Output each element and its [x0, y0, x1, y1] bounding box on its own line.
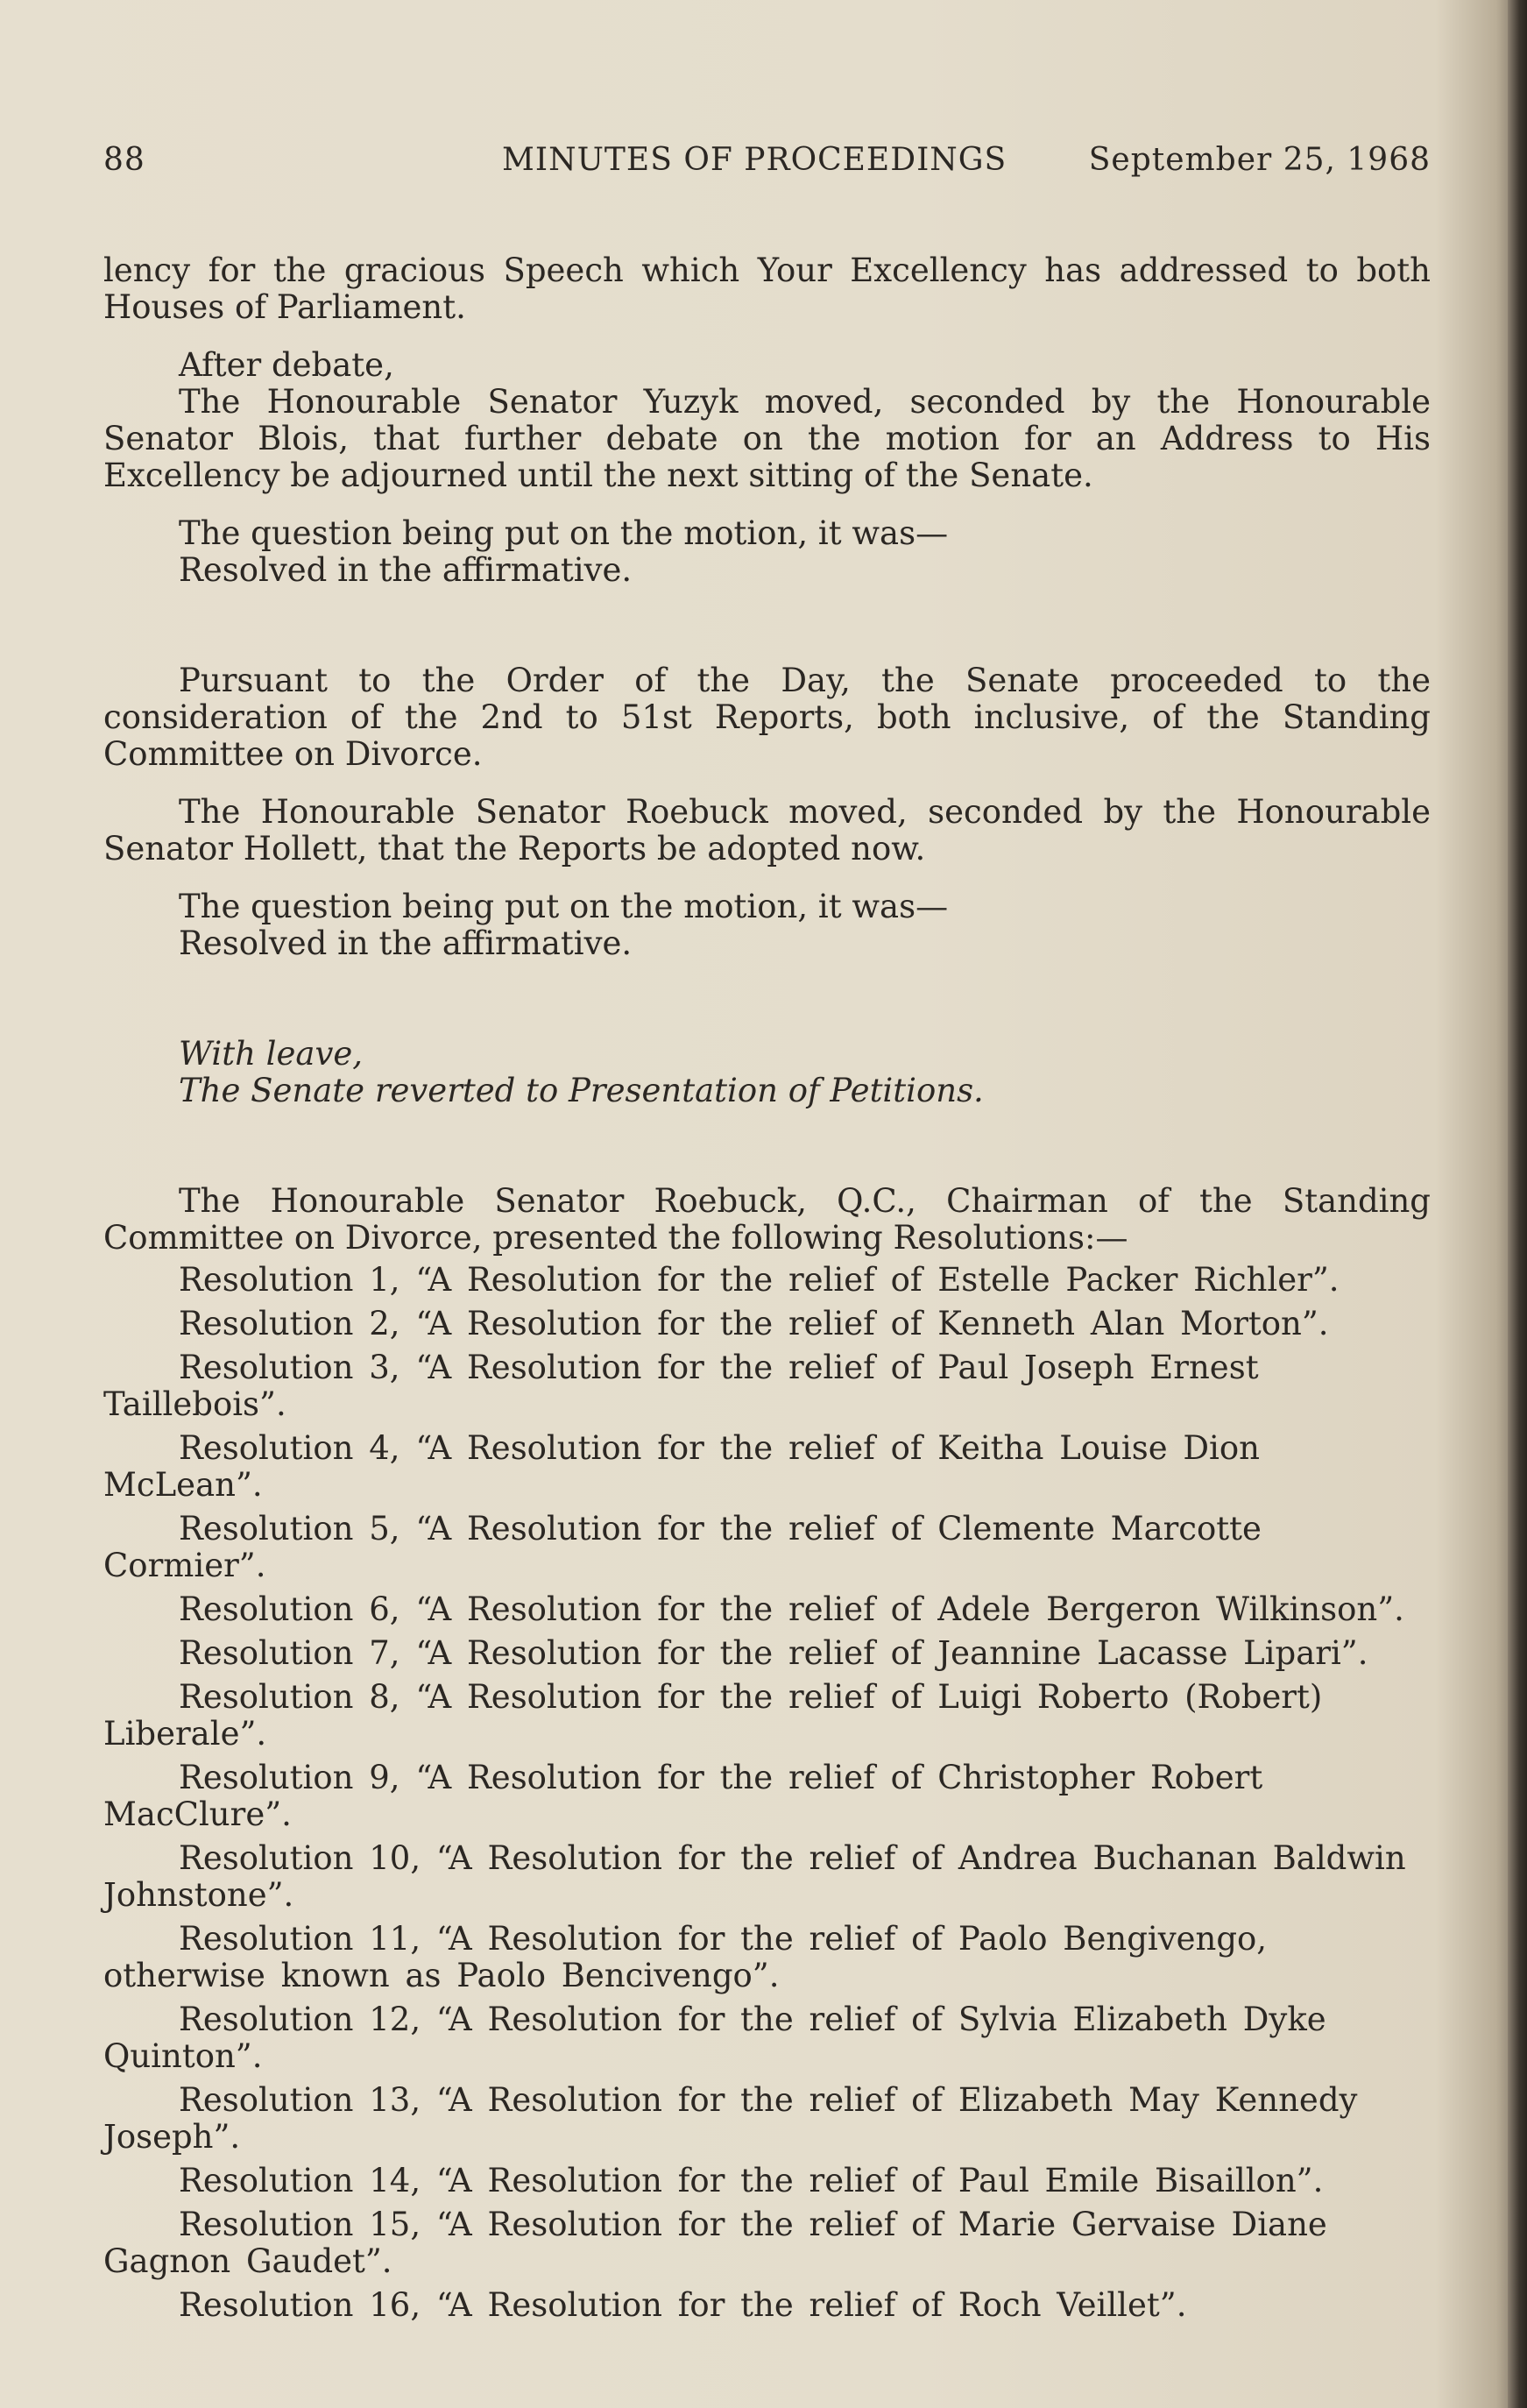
- resolution-item: Resolution 16, “A Resolution for the relief of Roch Veillet”.: [179, 2286, 1187, 2324]
- resolution-item: Resolution 12, “A Resolution for the relief of Sylvia Elizabeth Dyke Quinton”.: [103, 2001, 1326, 2075]
- page-header: [103, 142, 1431, 182]
- paragraph-reverted: The Senate reverted to Presentation of Petitions.: [179, 1072, 984, 1109]
- paragraph-motion-roebuck: The Honourable Senator Roebuck moved, seconded by the Honourable Senator Hollett, that the Reports be adopted now.: [103, 793, 1431, 868]
- document-body: [103, 252, 1431, 2324]
- running-title: MINUTES OF PROCEEDINGS: [502, 142, 1007, 178]
- page-edge: [1508, 0, 1527, 2408]
- resolution-item: Resolution 7, “A Resolution for the relief of Jeannine Lacasse Lipari”.: [179, 1634, 1368, 1672]
- resolution-item: Resolution 8, “A Resolution for the relief of Luigi Roberto (Robert) Liberale”.: [103, 1678, 1323, 1753]
- resolution-item: Resolution 13, “A Resolution for the relief of Elizabeth May Kennedy Joseph”.: [103, 2081, 1358, 2156]
- paragraph-resolved: Resolved in the affirmative.: [179, 551, 633, 589]
- paragraph-order-of-day: Pursuant to the Order of the Day, the Senate proceeded to the consideration of the 2nd to 51st Reports, both inclusive, of the Standing Committee on Divorce.: [103, 662, 1431, 773]
- resolution-item: Resolution 5, “A Resolution for the relief of Clemente Marcotte Cormier”.: [103, 1510, 1262, 1584]
- resolution-item: Resolution 4, “A Resolution for the relief of Keitha Louise Dion McLean”.: [103, 1429, 1260, 1504]
- resolution-item: Resolution 6, “A Resolution for the relief of Adele Bergeron Wilkinson”.: [179, 1590, 1404, 1628]
- page-number: 88: [103, 142, 145, 178]
- paragraph-motion-yuzyk: The Honourable Senator Yuzyk moved, seconded by the Honourable Senator Blois, that further debate on the motion for an Address to His Excellency be adjourned until the next sitting of the Senate.: [103, 383, 1431, 494]
- paragraph-chairman: The Honourable Senator Roebuck, Q.C., Chairman of the Standing Committee on Divorce, presented the following Resolutions:—: [103, 1182, 1431, 1257]
- resolution-item: Resolution 10, “A Resolution for the relief of Andrea Buchanan Baldwin Johnstone”.: [103, 1839, 1406, 1914]
- paragraph-question-2: The question being put on the motion, it was—: [179, 888, 949, 925]
- resolution-item: Resolution 1, “A Resolution for the relief of Estelle Packer Richler”.: [179, 1261, 1340, 1299]
- resolution-item: Resolution 11, “A Resolution for the relief of Paolo Bengivengo, otherwise known as Paolo Bencivengo”.: [103, 1920, 1268, 1994]
- paragraph-after-debate: After debate,: [179, 346, 394, 384]
- paragraph-question: The question being put on the motion, it was—: [179, 514, 949, 552]
- resolution-item: Resolution 3, “A Resolution for the relief of Paul Joseph Ernest Taillebois”.: [103, 1349, 1259, 1423]
- resolution-item: Resolution 15, “A Resolution for the relief of Marie Gervaise Diane Gagnon Gaudet”.: [103, 2206, 1327, 2280]
- paragraph-continuation: lency for the gracious Speech which Your Excellency has addressed to both Houses of Parliament.: [103, 251, 1431, 326]
- resolution-item: Resolution 14, “A Resolution for the relief of Paul Emile Bisaillon”.: [179, 2162, 1324, 2199]
- paragraph-with-leave: With leave,: [179, 1035, 364, 1073]
- resolution-item: Resolution 9, “A Resolution for the relief of Christopher Robert MacClure”.: [103, 1759, 1263, 1833]
- paragraph-resolved-2: Resolved in the affirmative.: [179, 924, 633, 962]
- header-date: September 25, 1968: [1088, 142, 1431, 178]
- resolution-item: Resolution 2, “A Resolution for the relief of Kenneth Alan Morton”.: [179, 1305, 1329, 1342]
